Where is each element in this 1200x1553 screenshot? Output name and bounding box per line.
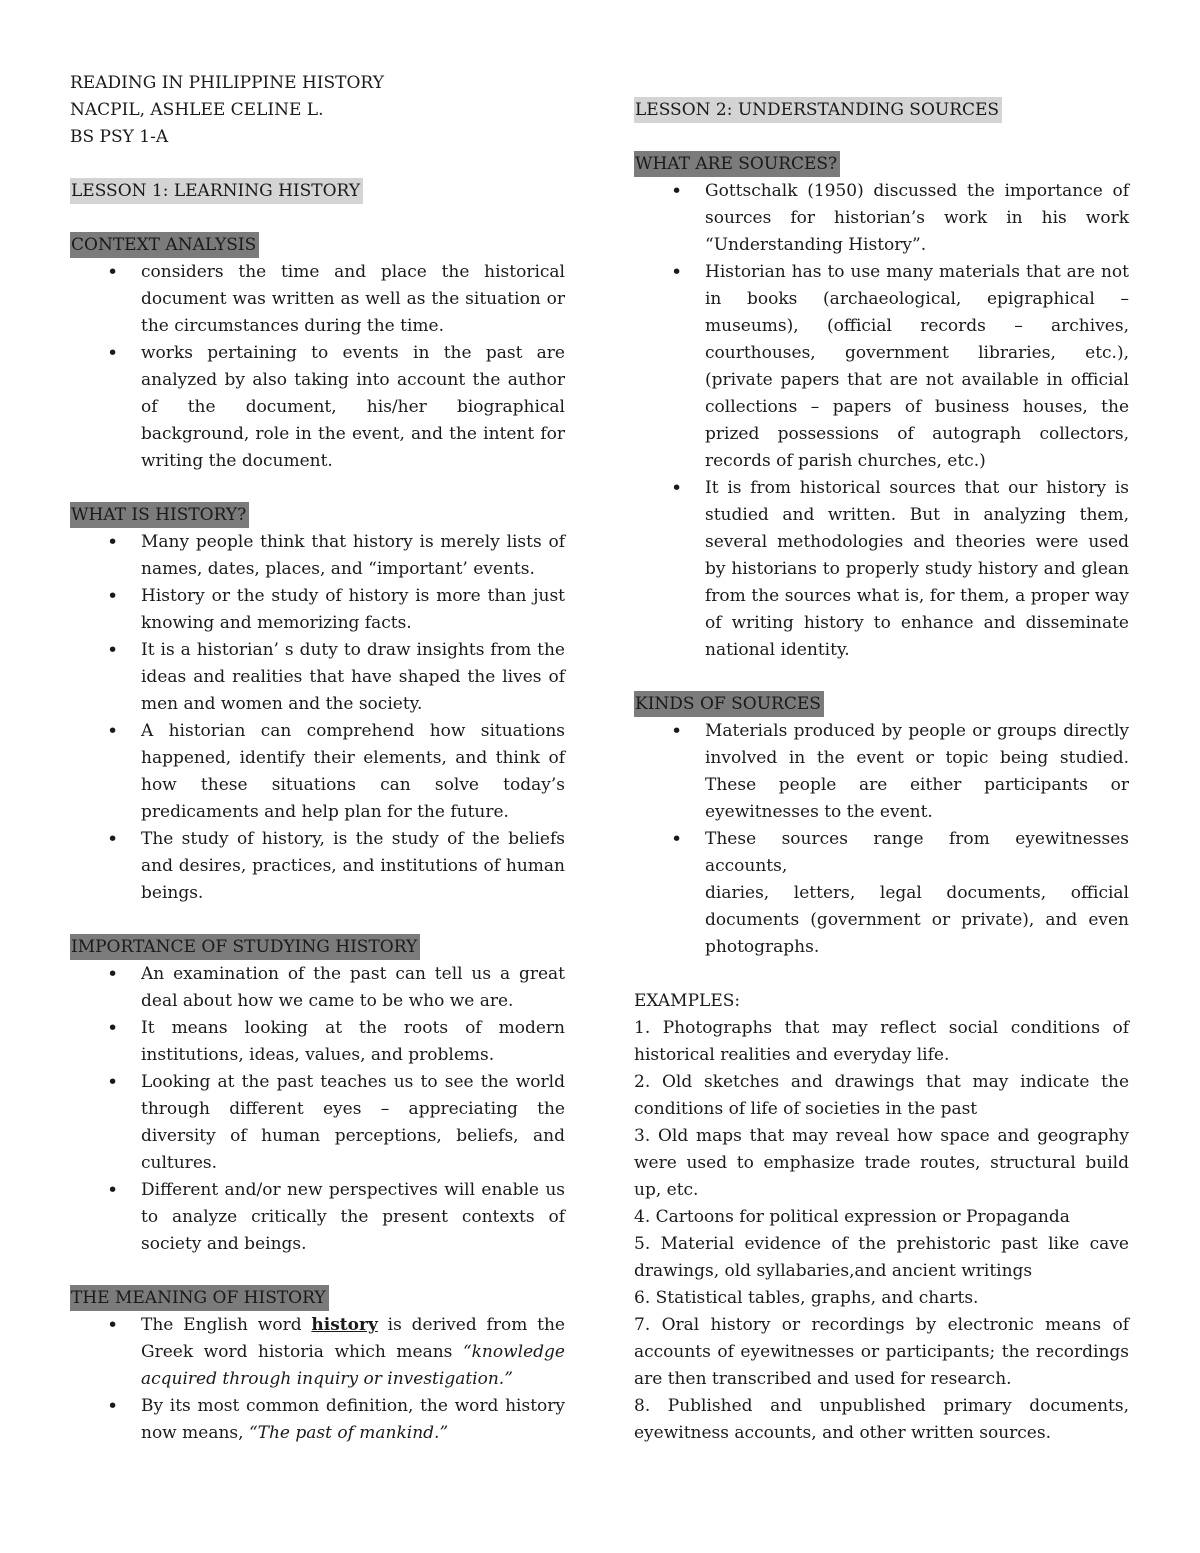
list-item: • Gottschalk (1950) discussed the importance of sources for historian’s work in his work “Understanding History”.	[634, 178, 1129, 259]
list-item: • Different and/or new perspectives will enable us to analyze critically the present contexts of society and beings.	[70, 1177, 565, 1258]
example-item: 4. Cartoons for political expression or Propaganda	[634, 1207, 1070, 1227]
list-item: • It is from historical sources that our history is studied and written. But in analyzing them, several methodologies and theories were used by historians to properly study history and glean from the sources what is, for them, a proper way of writing history to enhance and disseminate national identity.	[634, 475, 1129, 664]
meaning-text: is derived from the Greek word historia which means	[141, 1315, 565, 1362]
student-name: NACPIL, ASHLEE CELINE L.	[70, 100, 324, 120]
kinds-of-sources-heading: KINDS OF SOURCES	[634, 691, 824, 717]
example-item: 7. Oral history or recordings by electronic means of accounts of eyewitnesses or participants; the recordings are then transcribed and used for research.	[634, 1315, 1129, 1389]
meaning-text: The English word	[141, 1315, 312, 1335]
examples-heading: EXAMPLES:	[634, 991, 741, 1011]
list-item: • It is a historian’ s duty to draw insights from the ideas and realities that have shaped the lives of men and women and the society.	[70, 637, 565, 718]
course-title: READING IN PHILIPPINE HISTORY	[70, 73, 384, 93]
what-are-sources-heading: WHAT ARE SOURCES?	[634, 151, 840, 177]
example-item: 1. Photographs that may reflect social conditions of historical realities and everyday life.	[634, 1018, 1129, 1065]
list-item: • Looking at the past teaches us to see the world through different eyes – appreciating the diversity of human perceptions, beliefs, and cultures.	[70, 1069, 565, 1177]
list-item: • An examination of the past can tell us a great deal about how we came to be who we are.	[70, 961, 565, 1015]
what-is-history-list	[70, 529, 565, 907]
kinds-text: These sources range from eyewitnesses accounts,	[705, 829, 1129, 876]
context-analysis-heading: CONTEXT ANALYSIS	[70, 232, 259, 258]
what-are-sources-list	[634, 178, 1129, 664]
meaning-heading: THE MEANING OF HISTORY	[70, 1285, 329, 1311]
history-word: history	[311, 1315, 378, 1335]
list-item	[70, 1393, 565, 1447]
meaning-text: By its most common definition, the word history now means,	[141, 1396, 565, 1443]
list-item: • Historian has to use many materials that are not in books (archaeological, epigraphical – museums), (official records – archives, courthouses, government libraries, etc.), (private papers that are not available in official collections – papers of business houses, the prized possessions of autograph collectors, records of parish churches, etc.)	[634, 259, 1129, 475]
what-is-history-heading: WHAT IS HISTORY?	[70, 502, 249, 528]
list-item: • The study of history, is the study of the beliefs and desires, practices, and institutions of human beings.	[70, 826, 565, 907]
list-item: • considers the time and place the historical document was written as well as the situation or the circumstances during the time.	[70, 259, 565, 340]
kinds-of-sources-list	[634, 718, 1129, 961]
left-column	[70, 70, 565, 1447]
list-item: • History or the study of history is more than just knowing and memorizing facts.	[70, 583, 565, 637]
importance-list	[70, 961, 565, 1258]
list-item	[70, 1312, 565, 1393]
meaning-quote: “The past of mankind.”	[248, 1423, 449, 1443]
example-item: 6. Statistical tables, graphs, and charts.	[634, 1288, 979, 1308]
meaning-quote: “knowledge acquired through inquiry or investigation.”	[141, 1342, 565, 1389]
context-analysis-list	[70, 259, 565, 475]
lesson-1-title: LESSON 1: LEARNING HISTORY	[70, 178, 363, 204]
kinds-text: diaries, letters, legal documents, official documents (government or private), and even photographs.	[705, 883, 1129, 957]
example-item: 3. Old maps that may reveal how space and geography were used to emphasize trade routes, structural build up, etc.	[634, 1126, 1129, 1200]
list-item: • works pertaining to events in the past are analyzed by also taking into account the author of the document, his/her biographical background, role in the event, and the intent for writing the document.	[70, 340, 565, 475]
right-column	[634, 97, 1129, 1447]
list-item: • Many people think that history is merely lists of names, dates, places, and “important’ events.	[70, 529, 565, 583]
importance-heading: IMPORTANCE OF STUDYING HISTORY	[70, 934, 420, 960]
list-item: • Materials produced by people or groups directly involved in the event or topic being studied. These people are either participants or eyewitnesses to the event.	[634, 718, 1129, 826]
list-item	[634, 826, 1129, 961]
list-item: • It means looking at the roots of modern institutions, ideas, values, and problems.	[70, 1015, 565, 1069]
list-item: • A historian can comprehend how situations happened, identify their elements, and think of how these situations can solve today’s predicaments and help plan for the future.	[70, 718, 565, 826]
example-item: 5. Material evidence of the prehistoric past like cave drawings, old syllabaries,and ancient writings	[634, 1234, 1129, 1281]
lesson-2-title: LESSON 2: UNDERSTANDING SOURCES	[634, 97, 1002, 123]
student-section: BS PSY 1-A	[70, 127, 169, 147]
meaning-list	[70, 1312, 565, 1447]
example-item: 8. Published and unpublished primary documents, eyewitness accounts, and other written sources.	[634, 1396, 1129, 1443]
example-item: 2. Old sketches and drawings that may indicate the conditions of life of societies in the past	[634, 1072, 1129, 1119]
